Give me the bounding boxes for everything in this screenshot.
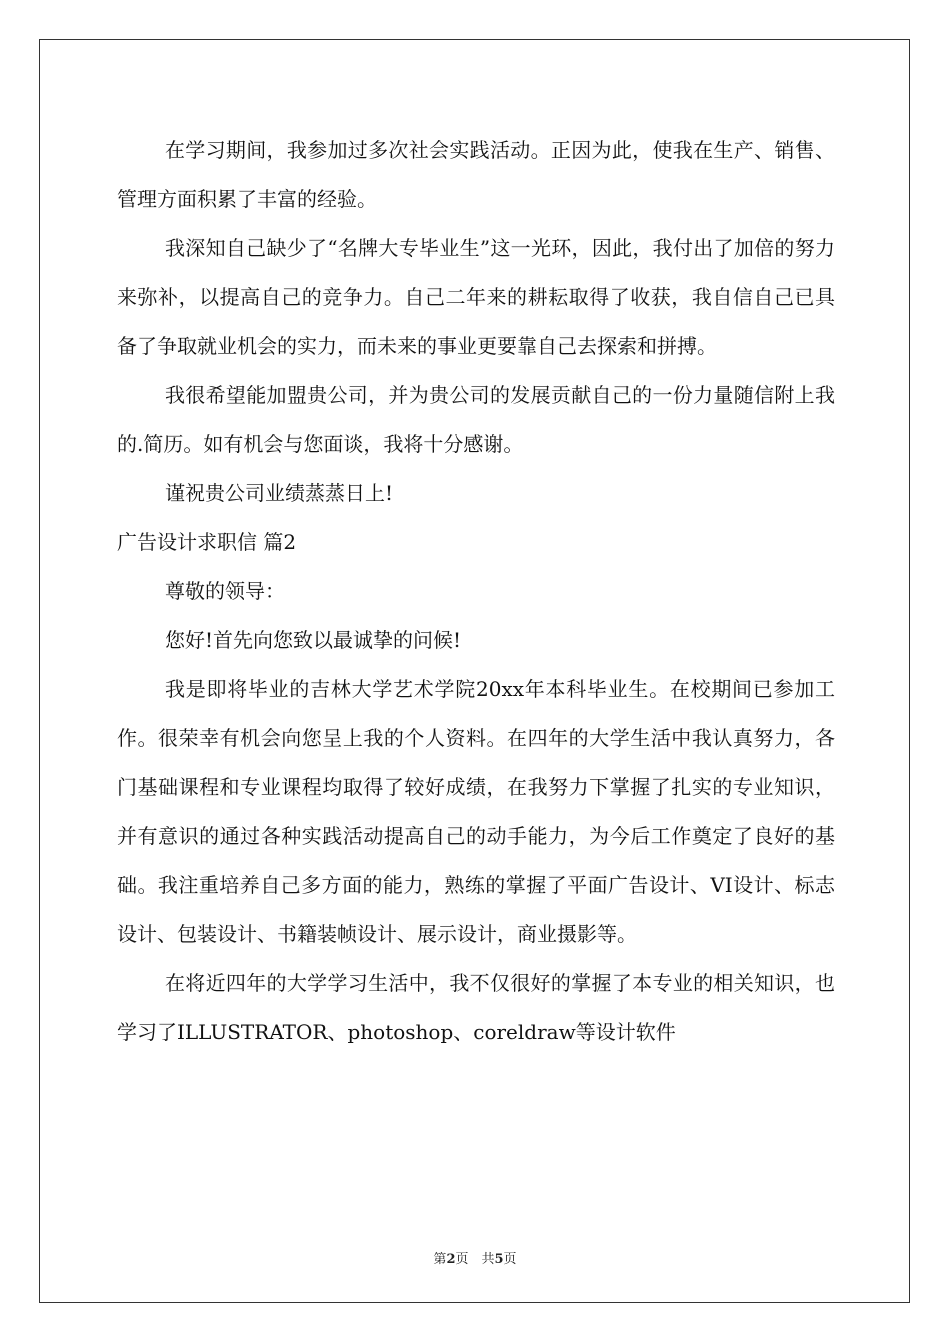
- page-footer: [0, 1248, 950, 1267]
- paragraph: 我是即将毕业的吉林大学艺术学院20xx年本科毕业生。在校期间已参加工作。很荣幸有机会向您呈上我的个人资料。在四年的大学生活中我认真努力，各门基础课程和专业课程均取得了较好成绩，在我努力下掌握了扎实的专业知识，并有意识的通过各种实践活动提高自己的动手能力，为今后工作奠定了良好的基础。我注重培养自己多方面的能力，熟练的掌握了平面广告设计、VI设计、标志设计、包装设计、书籍装帧设计、展示设计，商业摄影等。: [117, 677, 835, 946]
- paragraph: 我深知自己缺少了“名牌大专毕业生”这一光环，因此，我付出了加倍的努力来弥补，以提高自己的竞争力。自己二年来的耕耘取得了收获，我自信自己已具备了争取就业机会的实力，而未来的事业更要靠自己去探索和拼搏。: [117, 236, 835, 358]
- footer-suffix: 页: [503, 1252, 517, 1267]
- total-page-count: 5: [494, 1252, 504, 1267]
- paragraph: 我很希望能加盟贵公司，并为贵公司的发展贡献自己的一份力量随信附上我的.简历。如有机会与您面谈，我将十分感谢。: [117, 383, 835, 456]
- paragraph: 谨祝贵公司业绩蒸蒸日上!: [165, 481, 394, 505]
- greeting: 您好!首先向您致以最诚挚的问候!: [165, 628, 462, 652]
- section-heading: 广告设计求职信 篇2: [117, 530, 297, 554]
- letter-body: [117, 126, 835, 1057]
- footer-prefix: 第: [433, 1252, 447, 1267]
- footer-mid: 页 共: [455, 1252, 495, 1267]
- paragraph: 在学习期间，我参加过多次社会实践活动。正因为此，使我在生产、销售、管理方面积累了丰富的经验。: [117, 138, 835, 211]
- salutation: 尊敬的领导：: [165, 579, 285, 603]
- current-page-number: 2: [446, 1252, 456, 1267]
- paragraph: 在将近四年的大学学习生活中，我不仅很好的掌握了本专业的相关知识，也学习了ILLUSTRATOR、photoshop、coreldraw等设计软件: [117, 971, 835, 1044]
